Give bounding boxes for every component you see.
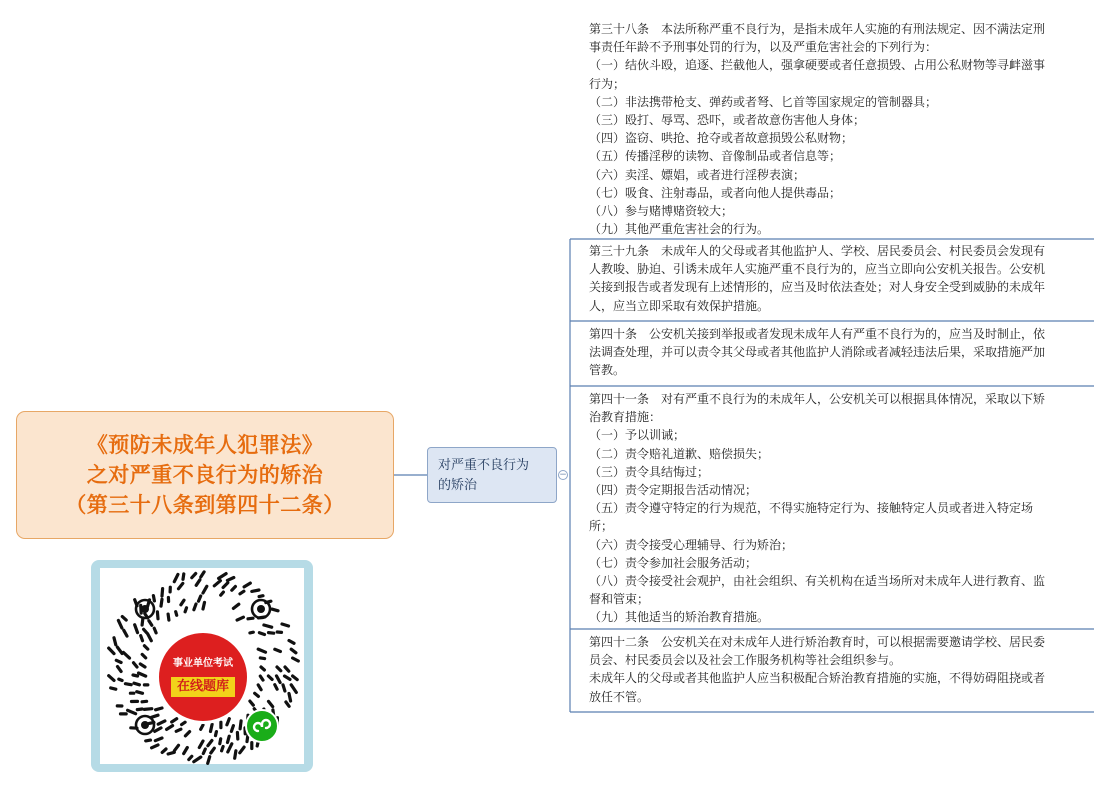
leaf-article-41[interactable] [570,390,1090,628]
leaf-line: （八）责令接受社会观护，由社会组织、有关机构在适当场所对未成年人进行教育、监 [589,574,1046,589]
qr-center-badge [156,630,250,724]
mini-program-glyph [247,711,277,741]
branch-label-line-2: 的矫治 [438,478,478,493]
mini-program-icon [245,709,279,743]
leaf-line: （五）责令遵守特定的行为规范，不得实施特定行为、接触特定人员或者进入特定场 [589,501,1034,516]
leaf-article-39[interactable] [570,242,1090,320]
leaf-line: 员会、村民委员会以及社会工作服务机构等社会组织参与。 [589,653,902,668]
leaf-line: 人教唆、胁迫、引诱未成年人实施严重不良行为的，应当立即向公安机关报告。公安机 [589,262,1046,277]
leaf-line: 管教。 [589,363,626,378]
leaf-line: 事责任年龄不予刑事处罚的行为，以及严重危害社会的下列行为： [589,40,938,55]
root-title-line-3: （第三十八条到第四十二条） [65,493,345,517]
leaf-line: （六）责令接受心理辅导、行为矫治； [589,537,794,552]
leaf-line: （五）传播淫秽的读物、音像制品或者信息等； [589,149,842,164]
leaf-line: 第四十一条 对有严重不良行为的未成年人，公安机关可以根据具体情况，采取以下矫 [589,392,1046,406]
branch-label-line-1: 对严重不良行为 [438,458,530,473]
leaf-line: （四）盗窃、哄抢、抢夺或者故意损毁公私财物； [589,131,854,146]
leaf-line: 治教育措施： [589,410,662,425]
leaf-line: 第四十二条 公安机关在对未成年人进行矫治教育时，可以根据需要邀请学校、居民委 [589,635,1046,649]
leaf-line: （六）卖淫、嫖娼，或者进行淫秽表演； [589,167,806,182]
branch-topic[interactable] [427,447,557,503]
leaf-line: 督和管束； [589,592,650,607]
leaf-line: 第三十八条 本法所称严重不良行为，是指未成年人实施的有刑法规定、因不满法定刑 [589,22,1046,36]
leaf-line: （一）结伙斗殴，追逐、拦截他人，强拿硬要或者任意损毁、占用公私财物等寻衅滋事 [589,58,1046,73]
leaf-line: （三）责令具结悔过； [589,464,710,479]
leaf-line: 关接到报告或者发现有上述情形的，应当及时依法查处；对人身安全受到威胁的未成年 [589,280,1046,295]
leaf-line: 放任不管。 [589,689,650,704]
qr-badge-subtitle: 事业单位考试 [173,658,233,669]
root-title-line-2: 之对严重不良行为的矫治 [86,463,324,487]
leaf-line: 所； [589,519,614,534]
leaf-line: （二）责令赔礼道歉、赔偿损失； [589,446,770,461]
leaf-article-38[interactable] [570,20,1090,238]
leaf-line: （一）予以训诫； [589,428,686,443]
leaf-line: （八）参与赌博赌资较大； [589,204,734,219]
leaf-line: （九）其他适当的矫治教育措施。 [589,610,770,625]
leaf-article-40[interactable] [570,325,1090,385]
leaf-line: 行为； [589,76,626,91]
leaf-line: 第四十条 公安机关接到举报或者发现未成年人有严重不良行为的，应当及时制止，依 [589,327,1046,341]
leaf-line: 人，应当立即采取有效保护措施。 [589,298,770,313]
leaf-line: （七）责令参加社会服务活动； [589,555,758,570]
leaf-line: （二）非法携带枪支、弹药或者弩、匕首等国家规定的管制器具； [589,94,938,109]
collapse-toggle-icon[interactable]: − [559,470,567,480]
leaf-article-42[interactable] [570,633,1090,711]
leaf-line: （九）其他严重危害社会的行为。 [589,222,770,237]
qr-badge-title: 在线题库 [171,677,235,697]
leaf-line: 未成年人的父母或者其他监护人应当积极配合矫治教育措施的实施，不得妨碍阻挠或者 [589,671,1046,686]
leaf-line: （四）责令定期报告活动情况； [589,483,758,498]
leaf-line: （三）殴打、辱骂、恐吓，或者故意伤害他人身体； [589,113,866,128]
leaf-line: （七）吸食、注射毒品，或者向他人提供毒品； [589,185,842,200]
leaf-line: 第三十九条 未成年人的父母或者其他监护人、学校、居民委员会、村民委员会发现有 [589,244,1046,258]
root-title-line-1: 《预防未成年人犯罪法》 [86,433,324,457]
root-topic[interactable] [16,411,394,539]
leaf-line: 法调查处理，并可以责令其父母或者其他监护人消除或者减轻违法后果，采取措施严加 [589,345,1046,360]
